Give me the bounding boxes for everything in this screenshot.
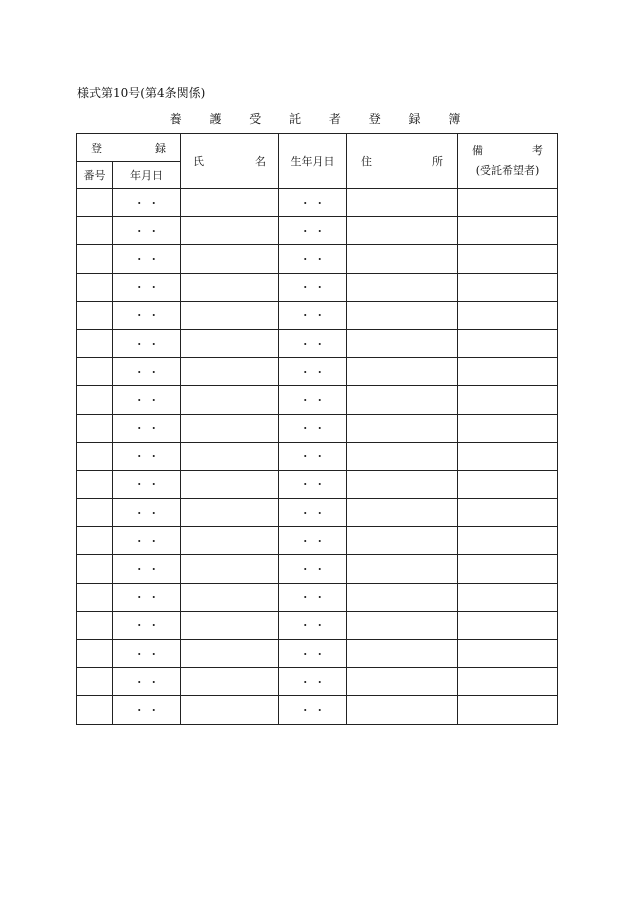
cell-number[interactable]: [77, 640, 113, 668]
cell-remarks[interactable]: [458, 640, 558, 668]
table-row: [77, 189, 558, 217]
date-dots: ・ ・: [299, 703, 326, 717]
header-number: 番号: [77, 162, 113, 189]
cell-name[interactable]: [181, 555, 279, 583]
cell-remarks[interactable]: [458, 301, 558, 329]
date-dots: ・ ・: [299, 478, 326, 492]
cell-address[interactable]: [347, 217, 458, 245]
header-registration: [77, 134, 181, 162]
cell-name[interactable]: [181, 668, 279, 696]
date-dots: ・ ・: [133, 252, 160, 266]
header-registration-char-2: 録: [155, 141, 166, 155]
cell-name[interactable]: [181, 499, 279, 527]
table-row: [77, 499, 558, 527]
date-dots: ・ ・: [299, 196, 326, 210]
cell-name[interactable]: [181, 358, 279, 386]
cell-reg-date[interactable]: [113, 358, 181, 386]
cell-address[interactable]: [347, 583, 458, 611]
cell-number[interactable]: [77, 189, 113, 217]
cell-address[interactable]: [347, 189, 458, 217]
cell-reg-date[interactable]: [113, 386, 181, 414]
cell-birth-date[interactable]: [279, 583, 347, 611]
cell-remarks[interactable]: [458, 583, 558, 611]
cell-number[interactable]: [77, 245, 113, 273]
cell-remarks[interactable]: [458, 217, 558, 245]
cell-name[interactable]: [181, 189, 279, 217]
cell-number[interactable]: [77, 611, 113, 639]
form-number-label: 様式第10号(第4条関係): [77, 86, 206, 100]
cell-address[interactable]: [347, 386, 458, 414]
cell-birth-date[interactable]: [279, 611, 347, 639]
cell-birth-date[interactable]: [279, 358, 347, 386]
date-dots: ・ ・: [299, 591, 326, 605]
cell-birth-date[interactable]: [279, 640, 347, 668]
cell-address[interactable]: [347, 414, 458, 442]
cell-birth-date[interactable]: [279, 189, 347, 217]
table-row: [77, 470, 558, 498]
date-dots: ・ ・: [299, 281, 326, 295]
cell-birth-date[interactable]: [279, 499, 347, 527]
cell-remarks[interactable]: [458, 470, 558, 498]
cell-number[interactable]: [77, 217, 113, 245]
cell-reg-date[interactable]: [113, 696, 181, 724]
cell-reg-date[interactable]: [113, 611, 181, 639]
cell-name[interactable]: [181, 640, 279, 668]
table-row: [77, 386, 558, 414]
cell-name[interactable]: [181, 442, 279, 470]
header-address-char-2: 所: [432, 155, 443, 168]
cell-address[interactable]: [347, 358, 458, 386]
date-dots: ・ ・: [133, 450, 160, 464]
date-dots: ・ ・: [133, 506, 160, 520]
header-registration-char-1: 登: [91, 141, 102, 155]
date-dots: ・ ・: [133, 534, 160, 548]
cell-birth-date[interactable]: [279, 329, 347, 357]
header-birth-date: 生年月日: [279, 134, 347, 189]
cell-address[interactable]: [347, 273, 458, 301]
header-remarks-char-2: 考: [532, 144, 543, 157]
cell-address[interactable]: [347, 329, 458, 357]
date-dots: ・ ・: [299, 365, 326, 379]
cell-number[interactable]: [77, 414, 113, 442]
date-dots: ・ ・: [299, 647, 326, 661]
cell-number[interactable]: [77, 442, 113, 470]
date-dots: ・ ・: [133, 309, 160, 323]
date-dots: ・ ・: [299, 422, 326, 436]
cell-address[interactable]: [347, 301, 458, 329]
date-dots: ・ ・: [133, 563, 160, 577]
date-dots: ・ ・: [133, 224, 160, 238]
cell-reg-date[interactable]: [113, 555, 181, 583]
cell-birth-date[interactable]: [279, 555, 347, 583]
cell-number[interactable]: [77, 329, 113, 357]
cell-address[interactable]: [347, 555, 458, 583]
cell-number[interactable]: [77, 301, 113, 329]
cell-address[interactable]: [347, 499, 458, 527]
cell-name[interactable]: [181, 414, 279, 442]
cell-reg-date[interactable]: [113, 414, 181, 442]
header-remarks-char-1: 備: [472, 144, 483, 157]
cell-address[interactable]: [347, 442, 458, 470]
cell-address[interactable]: [347, 668, 458, 696]
cell-birth-date[interactable]: [279, 301, 347, 329]
date-dots: ・ ・: [299, 393, 326, 407]
cell-birth-date[interactable]: [279, 217, 347, 245]
date-dots: ・ ・: [299, 563, 326, 577]
date-dots: ・ ・: [299, 224, 326, 238]
cell-name[interactable]: [181, 611, 279, 639]
cell-address[interactable]: [347, 470, 458, 498]
cell-remarks[interactable]: [458, 189, 558, 217]
cell-name[interactable]: [181, 217, 279, 245]
table-row: [77, 217, 558, 245]
cell-birth-date[interactable]: [279, 527, 347, 555]
table-row: [77, 442, 558, 470]
table-row: [77, 358, 558, 386]
cell-reg-date[interactable]: [113, 217, 181, 245]
header-address-char-1: 住: [361, 155, 372, 168]
date-dots: ・ ・: [133, 619, 160, 633]
date-dots: ・ ・: [299, 337, 326, 351]
cell-name[interactable]: [181, 329, 279, 357]
header-name-char-2: 名: [255, 155, 266, 168]
date-dots: ・ ・: [133, 675, 160, 689]
document-title: 養 護 受 託 者 登 録 簿: [169, 112, 473, 126]
cell-number[interactable]: [77, 583, 113, 611]
table-row: [77, 245, 558, 273]
cell-number[interactable]: [77, 386, 113, 414]
table-row: [77, 301, 558, 329]
cell-name[interactable]: [181, 583, 279, 611]
cell-address[interactable]: [347, 611, 458, 639]
date-dots: ・ ・: [133, 703, 160, 717]
cell-birth-date[interactable]: [279, 696, 347, 724]
cell-reg-date[interactable]: [113, 273, 181, 301]
cell-reg-date[interactable]: [113, 527, 181, 555]
cell-address[interactable]: [347, 640, 458, 668]
cell-remarks[interactable]: [458, 414, 558, 442]
header-name: [181, 134, 279, 189]
cell-remarks[interactable]: [458, 386, 558, 414]
table-row: [77, 527, 558, 555]
cell-reg-date[interactable]: [113, 245, 181, 273]
date-dots: ・ ・: [133, 196, 160, 210]
register-table: [76, 133, 558, 725]
cell-birth-date[interactable]: [279, 386, 347, 414]
date-dots: ・ ・: [133, 393, 160, 407]
cell-number[interactable]: [77, 668, 113, 696]
cell-remarks[interactable]: [458, 555, 558, 583]
cell-reg-date[interactable]: [113, 583, 181, 611]
cell-name[interactable]: [181, 470, 279, 498]
header-name-char-1: 氏: [193, 155, 204, 168]
cell-birth-date[interactable]: [279, 668, 347, 696]
cell-birth-date[interactable]: [279, 470, 347, 498]
header-remarks: [458, 134, 558, 189]
table-row: [77, 611, 558, 639]
cell-address[interactable]: [347, 245, 458, 273]
cell-address[interactable]: [347, 696, 458, 724]
table-row: [77, 414, 558, 442]
date-dots: ・ ・: [299, 506, 326, 520]
table-row: [77, 555, 558, 583]
cell-reg-date[interactable]: [113, 301, 181, 329]
header-remarks-sub: (受託希望者): [475, 164, 540, 177]
cell-name[interactable]: [181, 527, 279, 555]
cell-remarks[interactable]: [458, 273, 558, 301]
cell-reg-date[interactable]: [113, 189, 181, 217]
date-dots: ・ ・: [299, 450, 326, 464]
cell-birth-date[interactable]: [279, 273, 347, 301]
cell-number[interactable]: [77, 499, 113, 527]
cell-reg-date[interactable]: [113, 668, 181, 696]
cell-remarks[interactable]: [458, 358, 558, 386]
table-row: [77, 583, 558, 611]
cell-reg-date[interactable]: [113, 640, 181, 668]
date-dots: ・ ・: [133, 478, 160, 492]
date-dots: ・ ・: [133, 365, 160, 379]
cell-number[interactable]: [77, 273, 113, 301]
cell-address[interactable]: [347, 527, 458, 555]
date-dots: ・ ・: [133, 422, 160, 436]
cell-reg-date[interactable]: [113, 499, 181, 527]
date-dots: ・ ・: [299, 309, 326, 323]
cell-remarks[interactable]: [458, 245, 558, 273]
date-dots: ・ ・: [299, 619, 326, 633]
date-dots: ・ ・: [133, 281, 160, 295]
cell-name[interactable]: [181, 696, 279, 724]
cell-number[interactable]: [77, 527, 113, 555]
cell-remarks[interactable]: [458, 527, 558, 555]
date-dots: ・ ・: [299, 675, 326, 689]
cell-name[interactable]: [181, 245, 279, 273]
cell-birth-date[interactable]: [279, 245, 347, 273]
cell-name[interactable]: [181, 273, 279, 301]
cell-reg-date[interactable]: [113, 329, 181, 357]
header-address: [347, 134, 458, 189]
cell-remarks[interactable]: [458, 499, 558, 527]
table-row: [77, 273, 558, 301]
cell-name[interactable]: [181, 301, 279, 329]
table-row: [77, 329, 558, 357]
cell-number[interactable]: [77, 358, 113, 386]
cell-number[interactable]: [77, 555, 113, 583]
table-row: [77, 640, 558, 668]
table-row: [77, 696, 558, 724]
cell-number[interactable]: [77, 470, 113, 498]
cell-birth-date[interactable]: [279, 414, 347, 442]
cell-remarks[interactable]: [458, 611, 558, 639]
date-dots: ・ ・: [299, 534, 326, 548]
cell-remarks[interactable]: [458, 442, 558, 470]
date-dots: ・ ・: [133, 647, 160, 661]
cell-number[interactable]: [77, 696, 113, 724]
table-row: [77, 668, 558, 696]
cell-reg-date[interactable]: [113, 470, 181, 498]
cell-reg-date[interactable]: [113, 442, 181, 470]
cell-name[interactable]: [181, 386, 279, 414]
cell-remarks[interactable]: [458, 668, 558, 696]
date-dots: ・ ・: [133, 591, 160, 605]
header-reg-date: 年月日: [113, 162, 181, 189]
cell-remarks[interactable]: [458, 696, 558, 724]
cell-remarks[interactable]: [458, 329, 558, 357]
cell-birth-date[interactable]: [279, 442, 347, 470]
date-dots: ・ ・: [133, 337, 160, 351]
date-dots: ・ ・: [299, 252, 326, 266]
register-rows: [77, 189, 558, 725]
